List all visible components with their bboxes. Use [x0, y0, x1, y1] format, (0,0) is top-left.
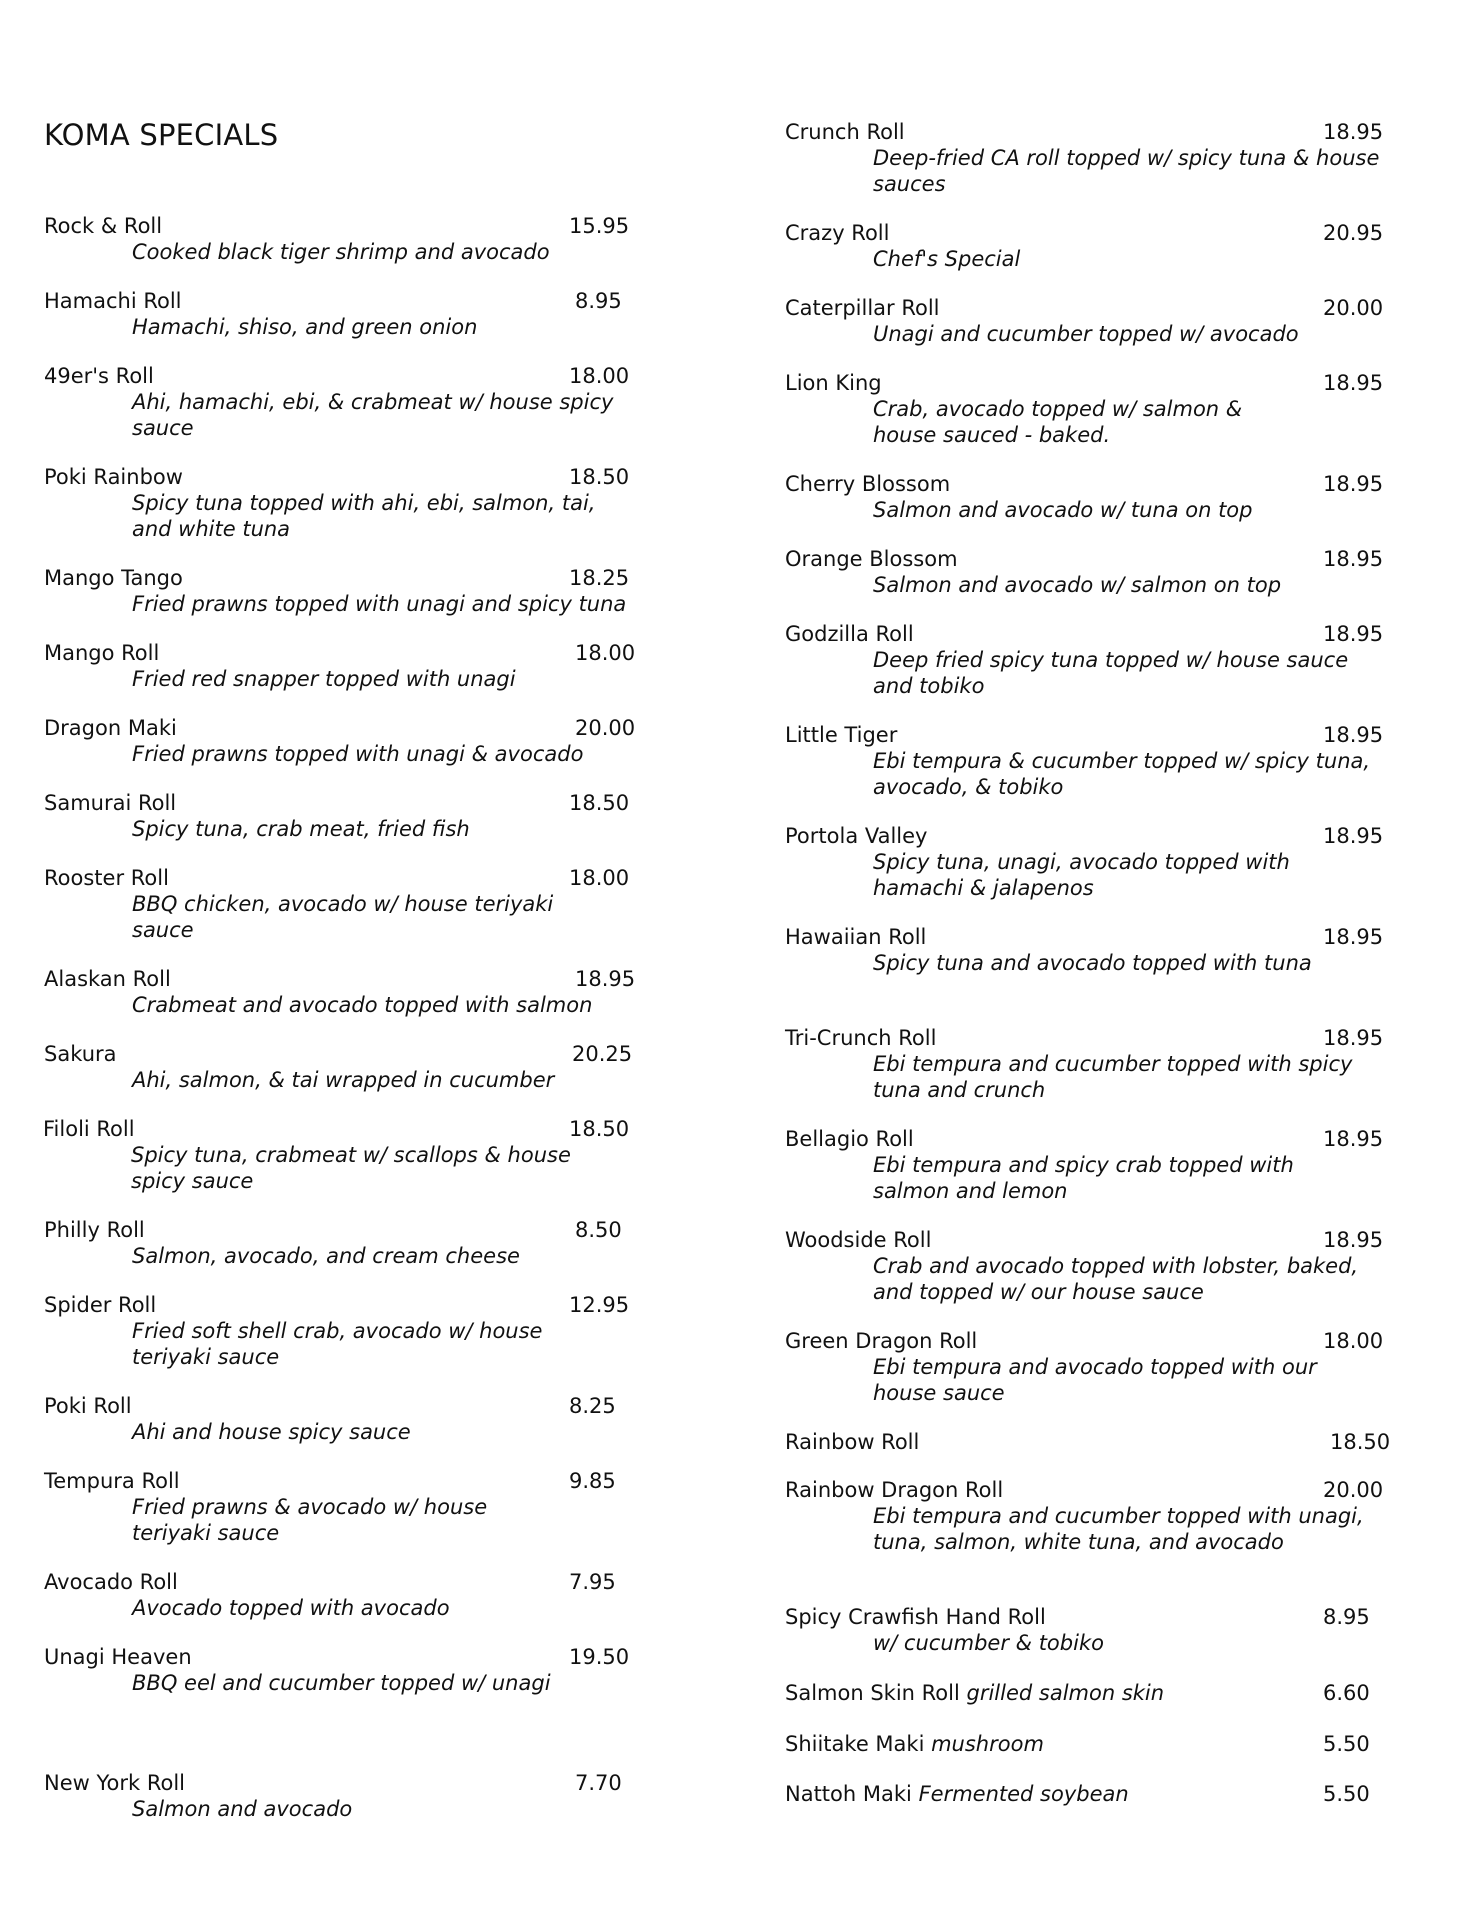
menu-item [785, 1477, 1384, 1555]
item-name: Woodside Roll [785, 1228, 932, 1252]
item-name: Hamachi Roll [44, 289, 182, 313]
item-name: Poki Roll [44, 1394, 132, 1418]
menu-item [44, 1041, 664, 1093]
item-name: Alaskan Roll [44, 967, 171, 991]
item-name: Hawaiian Roll [785, 925, 927, 949]
menu-item [44, 464, 630, 542]
item-price: 20.95 [1323, 221, 1384, 245]
item-name: Crunch Roll [785, 120, 905, 144]
menu-item [785, 823, 1384, 901]
item-price: 18.95 [1323, 824, 1384, 848]
item-price: 18.95 [1323, 1127, 1384, 1151]
menu-item [44, 1644, 630, 1696]
menu-item [44, 966, 664, 1018]
item-price: 18.95 [575, 967, 636, 991]
menu-item [785, 1429, 1391, 1455]
menu-item [785, 295, 1385, 347]
item-description: Ahi, hamachi, ebi, & crabmeat w/ house spicy sauce [132, 390, 614, 440]
item-name: Dragon Maki [44, 716, 177, 740]
item-description: BBQ chicken, avocado w/ house teriyaki sauce [132, 892, 554, 942]
item-price: 12.95 [569, 1293, 630, 1317]
item-description: Spicy tuna and avocado topped with tuna [873, 951, 1312, 975]
item-description: Deep fried spicy tuna topped w/ house sauce and tobiko [873, 648, 1349, 698]
item-name: Samurai Roll [44, 791, 177, 815]
menu-item [785, 1731, 1385, 1757]
item-price: 18.00 [575, 641, 636, 665]
menu-item [44, 865, 630, 943]
item-name: 49er's Roll [44, 364, 154, 388]
item-price: 5.50 [1323, 1782, 1370, 1806]
item-price: 18.95 [1323, 925, 1384, 949]
item-description: Ebi tempura and spicy crab topped with salmon and lemon [873, 1153, 1294, 1203]
menu-item [44, 1292, 630, 1370]
item-description: mushroom [931, 1732, 1044, 1756]
item-price: 18.95 [1323, 622, 1384, 646]
item-name: Cherry Blossom [785, 472, 951, 496]
item-price: 20.25 [572, 1042, 633, 1066]
menu-item [43, 1116, 630, 1194]
menu-item [44, 1217, 664, 1269]
item-price: 18.00 [569, 866, 630, 890]
item-price: 18.95 [1323, 1228, 1384, 1252]
menu-item [44, 288, 664, 340]
item-price: 18.50 [569, 1117, 630, 1141]
menu-item [785, 1781, 1385, 1807]
item-description: Crab, avocado topped w/ salmon & house sauced - baked. [873, 397, 1243, 447]
item-description: Fried prawns topped with unagi and spicy tuna [132, 592, 627, 616]
item-name: New York Roll [44, 1771, 186, 1795]
menu-item [785, 924, 1384, 976]
item-price: 18.25 [569, 566, 630, 590]
menu-item [785, 1328, 1384, 1406]
item-description: grilled salmon skin [966, 1681, 1165, 1705]
menu-item [785, 546, 1385, 598]
item-name: Little Tiger [785, 723, 898, 747]
menu-item [44, 715, 664, 767]
item-description: Fried soft shell crab, avocado w/ house teriyaki sauce [132, 1319, 543, 1369]
item-name: Rock & Roll [44, 214, 163, 238]
item-price: 15.95 [569, 214, 630, 238]
item-price: 7.70 [575, 1771, 622, 1795]
item-description: Spicy tuna, crabmeat w/ scallops & house spicy sauce [131, 1143, 571, 1193]
item-price: 18.95 [1323, 1026, 1384, 1050]
item-description: Spicy tuna, unagi, avocado topped with hamachi & jalapenos [873, 850, 1290, 900]
item-description: Ebi tempura and cucumber topped with spicy tuna and crunch [873, 1052, 1353, 1102]
item-description: Spicy tuna topped with ahi, ebi, salmon, tai, and white tuna [132, 491, 596, 541]
menu-item [44, 565, 684, 617]
menu-item [44, 1770, 664, 1822]
menu-item [44, 640, 664, 692]
item-description: w/ cucumber & tobiko [873, 1631, 1104, 1655]
menu-item [44, 1393, 664, 1445]
menu-item [44, 790, 664, 842]
menu-item [44, 363, 644, 441]
item-name: Spicy Crawfish Hand Roll [785, 1605, 1046, 1629]
item-name: Caterpillar Roll [785, 296, 940, 320]
item-description: Fried prawns & avocado w/ house teriyaki sauce [132, 1495, 488, 1545]
item-name: Shiitake Maki [785, 1732, 925, 1756]
item-name: Godzilla Roll [785, 622, 914, 646]
item-name: Rainbow Roll [785, 1430, 920, 1454]
item-price: 5.50 [1323, 1732, 1370, 1756]
item-price: 18.50 [569, 791, 630, 815]
item-description: Fried prawns topped with unagi & avocado [132, 742, 584, 766]
item-price: 18.95 [1323, 472, 1384, 496]
item-description: Fermented soybean [918, 1782, 1129, 1806]
item-price: 19.50 [569, 1645, 630, 1669]
menu-item [44, 1569, 664, 1621]
item-price: 20.00 [575, 716, 636, 740]
item-name: Poki Rainbow [44, 465, 183, 489]
item-price: 18.95 [1323, 547, 1384, 571]
item-name: Avocado Roll [44, 1570, 178, 1594]
menu-item [785, 1126, 1384, 1204]
item-name: Portola Valley [785, 824, 928, 848]
item-name: Tri-Crunch Roll [785, 1026, 937, 1050]
item-price: 8.95 [575, 289, 622, 313]
item-description: Spicy tuna, crab meat, fried fish [132, 817, 470, 841]
item-name: Tempura Roll [44, 1469, 180, 1493]
item-name: Mango Tango [44, 566, 183, 590]
item-name: Philly Roll [44, 1218, 145, 1242]
item-price: 8.25 [569, 1394, 616, 1418]
item-description: Salmon and avocado w/ salmon on top [873, 573, 1282, 597]
item-description: Ahi and house spicy sauce [132, 1420, 411, 1444]
menu-item [44, 213, 664, 265]
item-description: Ahi, salmon, & tai wrapped in cucumber [132, 1068, 555, 1092]
item-description: Salmon, avocado, and cream cheese [132, 1244, 520, 1268]
item-name: Nattoh Maki [785, 1782, 912, 1806]
item-name: Filoli Roll [43, 1117, 135, 1141]
item-price: 8.95 [1323, 1605, 1370, 1629]
menu-item [785, 1025, 1384, 1103]
menu-item [44, 1468, 616, 1546]
menu-item [785, 1680, 1385, 1706]
item-description: Ebi tempura and avocado topped with our house sauce [873, 1355, 1317, 1405]
item-name: Crazy Roll [785, 221, 890, 245]
menu-item [785, 722, 1385, 800]
menu-item [785, 1604, 1385, 1656]
item-name: Rainbow Dragon Roll [785, 1478, 1004, 1502]
item-name: Rooster Roll [44, 866, 169, 890]
item-description: Salmon and avocado [132, 1797, 353, 1821]
item-price: 7.95 [569, 1570, 616, 1594]
item-price: 18.95 [1323, 371, 1384, 395]
item-description: Salmon and avocado w/ tuna on top [873, 498, 1253, 522]
item-name: Bellagio Roll [785, 1127, 914, 1151]
item-name: Orange Blossom [785, 547, 958, 571]
item-name: Salmon Skin Roll [785, 1681, 960, 1705]
item-name: Spider Roll [44, 1293, 157, 1317]
menu-title: KOMA SPECIALS [44, 118, 279, 152]
item-name: Unagi Heaven [44, 1645, 192, 1669]
item-price: 18.95 [1323, 723, 1384, 747]
item-price: 20.00 [1323, 296, 1384, 320]
item-name: Lion King [785, 371, 882, 395]
menu-item [785, 119, 1385, 197]
item-price: 18.00 [569, 364, 630, 388]
item-name: Green Dragon Roll [785, 1329, 978, 1353]
item-price: 18.50 [569, 465, 630, 489]
item-description: Unagi and cucumber topped w/ avocado [873, 322, 1299, 346]
item-description: Crab and avocado topped with lobster, baked, and topped w/ our house sauce [873, 1254, 1359, 1304]
item-price: 18.00 [1323, 1329, 1384, 1353]
item-description: Cooked black tiger shrimp and avocado [132, 240, 550, 264]
item-name: Mango Roll [44, 641, 160, 665]
item-price: 9.85 [569, 1469, 616, 1493]
item-price: 6.60 [1323, 1681, 1370, 1705]
menu-item [785, 220, 1385, 272]
item-description: Fried red snapper topped with unagi [132, 667, 516, 691]
menu-item [785, 471, 1385, 523]
item-description: Hamachi, shiso, and green onion [132, 315, 478, 339]
item-price: 18.95 [1323, 120, 1384, 144]
menu-item [785, 370, 1384, 448]
menu-item [785, 1227, 1384, 1305]
item-price: 18.50 [1330, 1430, 1391, 1454]
item-description: Ebi tempura and cucumber topped with unagi, tuna, salmon, white tuna, and avocado [873, 1504, 1364, 1554]
item-description: BBQ eel and cucumber topped w/ unagi [132, 1671, 551, 1695]
item-description: Avocado topped with avocado [132, 1596, 450, 1620]
menu-item [785, 621, 1384, 699]
item-description: Crabmeat and avocado topped with salmon [132, 993, 593, 1017]
item-name: Sakura [44, 1042, 117, 1066]
item-price: 20.00 [1323, 1478, 1384, 1502]
item-description: Chef's Special [873, 247, 1021, 271]
item-price: 8.50 [575, 1218, 622, 1242]
item-description: Ebi tempura & cucumber topped w/ spicy tuna, avocado, & tobiko [873, 749, 1371, 799]
item-description: Deep-fried CA roll topped w/ spicy tuna & house sauces [873, 146, 1380, 196]
